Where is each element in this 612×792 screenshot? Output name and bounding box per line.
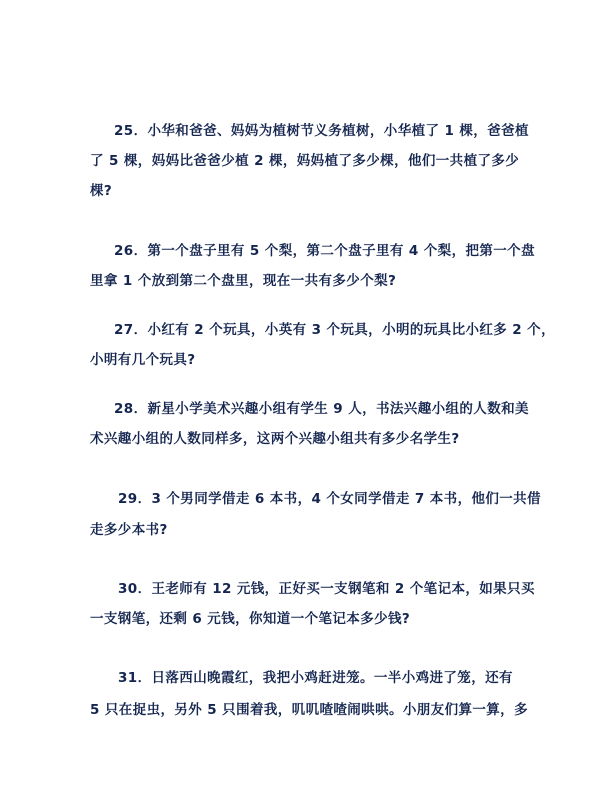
problem-line bbox=[114, 122, 529, 140]
problem-line bbox=[118, 669, 513, 687]
problem-text: 第一个盘子里有 5 个梨，第二个盘子里有 4 个梨，把第一个盘 bbox=[147, 243, 535, 259]
problem-line bbox=[114, 400, 529, 418]
problem-number: 26． bbox=[114, 243, 148, 259]
problem-number: 30． bbox=[118, 581, 152, 597]
problem-text: 新星小学美术兴趣小组有学生 9 人，书法兴趣小组的人数和美 bbox=[147, 401, 529, 417]
problem-line: 了 5 棵，妈妈比爸爸少植 2 棵，妈妈植了多少棵，他们一共植了多少 bbox=[90, 153, 520, 169]
problem-line bbox=[118, 580, 535, 598]
problem-line: 术兴趣小组的人数同样多，这两个兴趣小组共有多少名学生? bbox=[90, 431, 460, 447]
problem-text: 小红有 2 个玩具，小英有 3 个玩具，小明的玩具比小红多 2 个， bbox=[147, 322, 555, 338]
problem-line: 一支钢笔，还剩 6 元钱，你知道一个笔记本多少钱? bbox=[90, 611, 411, 627]
problem-line bbox=[114, 321, 555, 339]
problem-line: 走多少本书? bbox=[90, 522, 168, 538]
problem-line bbox=[114, 242, 535, 260]
problem-text: 3 个男同学借走 6 本书，4 个女同学借走 7 本书，他们一共借 bbox=[151, 491, 541, 507]
problem-line: 小明有几个玩具? bbox=[90, 352, 196, 368]
problem-line: 里拿 1 个放到第二个盘里，现在一共有多少个梨? bbox=[90, 273, 397, 289]
problem-line bbox=[118, 490, 541, 508]
problem-number: 27． bbox=[114, 322, 148, 338]
problem-line: 棵? bbox=[90, 183, 113, 199]
problem-text: 小华和爸爸、妈妈为植树节义务植树，小华植了 1 棵，爸爸植 bbox=[147, 123, 529, 139]
problem-text: 日落西山晚霞红，我把小鸡赶进笼。一半小鸡进了笼，还有 bbox=[151, 670, 513, 686]
problem-number: 25． bbox=[114, 123, 148, 139]
problem-line: 5 只在捉虫，另外 5 只围着我，叽叽喳喳闹哄哄。小朋友们算一算，多 bbox=[90, 702, 528, 718]
problem-text: 王老师有 12 元钱，正好买一支钢笔和 2 个笔记本，如果只买 bbox=[151, 581, 535, 597]
problem-number: 31． bbox=[118, 670, 152, 686]
problem-number: 28． bbox=[114, 401, 148, 417]
problem-number: 29． bbox=[118, 491, 152, 507]
